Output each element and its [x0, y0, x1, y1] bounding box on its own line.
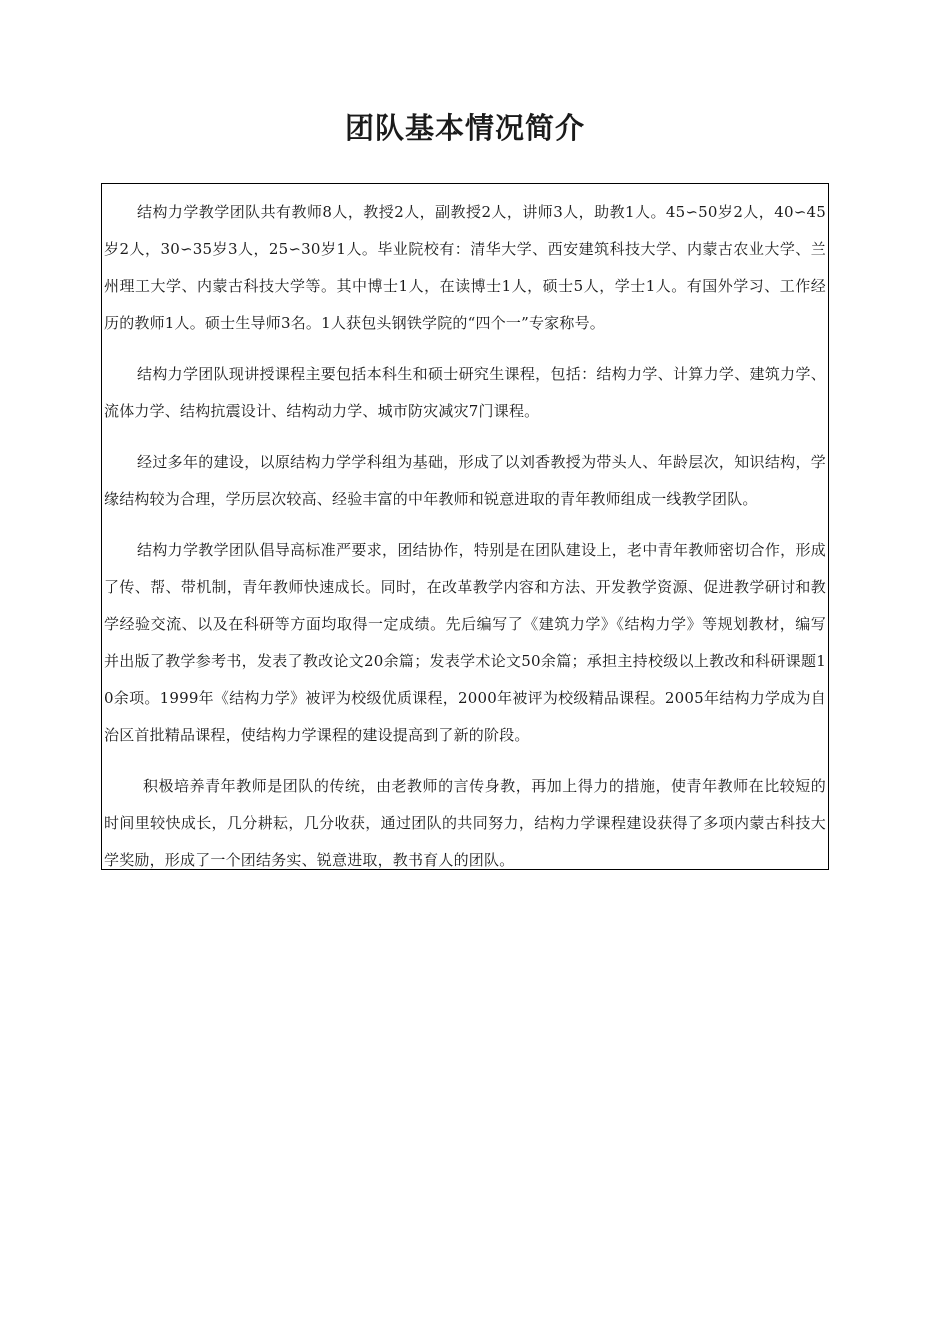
- paragraph-team-structure: 经过多年的建设，以原结构力学学科组为基础，形成了以刘香教授为带头人、年龄层次，知识结构，学缘结构较为合理，学历层次较高、经验丰富的中年教师和锐意进取的青年教师组成一线教学团队。: [104, 453, 826, 508]
- paragraph-team-composition: 结构力学教学团队共有教师8人，教授2人，副教授2人，讲师3人，助教1人。45∽50岁2人，40∽45岁2人，30∽35岁3人，25∽30岁1人。毕业院校有：清华大学、西安建筑科技大学、内蒙古农业大学、兰州理工大学、内蒙古科技大学等。其中博士1人，在读博士1人，硕士5人，学士1人。有国外学习、工作经历的教师1人。硕士生导师3名。1人获包头钢铁学院的“四个一”专家称号。: [104, 203, 826, 332]
- paragraph-courses: 结构力学团队现讲授课程主要包括本科生和硕士研究生课程，包括：结构力学、计算力学、建筑力学、流体力学、结构抗震设计、结构动力学、城市防灾减灾7门课程。: [104, 365, 826, 420]
- paragraph-achievements: 结构力学教学团队倡导高标准严要求，团结协作，特别是在团队建设上，老中青年教师密切合作，形成了传、帮、带机制，青年教师快速成长。同时，在改革教学内容和方法、开发教学资源、促进教学研讨和教学经验交流、以及在科研等方面均取得一定成绩。先后编写了《建筑力学》《结构力学》等规划教材，编写并出版了教学参考书，发表了教改论文20余篇；发表学术论文50余篇；承担主持校级以上教改和科研课题10余项。1999年《结构力学》被评为校级优质课程，2000年被评为校级精品课程。2005年结构力学成为自治区首批精品课程，使结构力学课程的建设提高到了新的阶段。: [104, 541, 826, 744]
- content-box: [101, 183, 829, 870]
- page-title: 团队基本情况简介: [344, 111, 585, 145]
- paragraph-young-teachers: 积极培养青年教师是团队的传统，由老教师的言传身教，再加上得力的措施，使青年教师在比较短的时间里较快成长，几分耕耘，几分收获，通过团队的共同努力，结构力学课程建设获得了多项内蒙古科技大学奖励，形成了一个团结务实、锐意进取，教书育人的团队。: [104, 777, 826, 869]
